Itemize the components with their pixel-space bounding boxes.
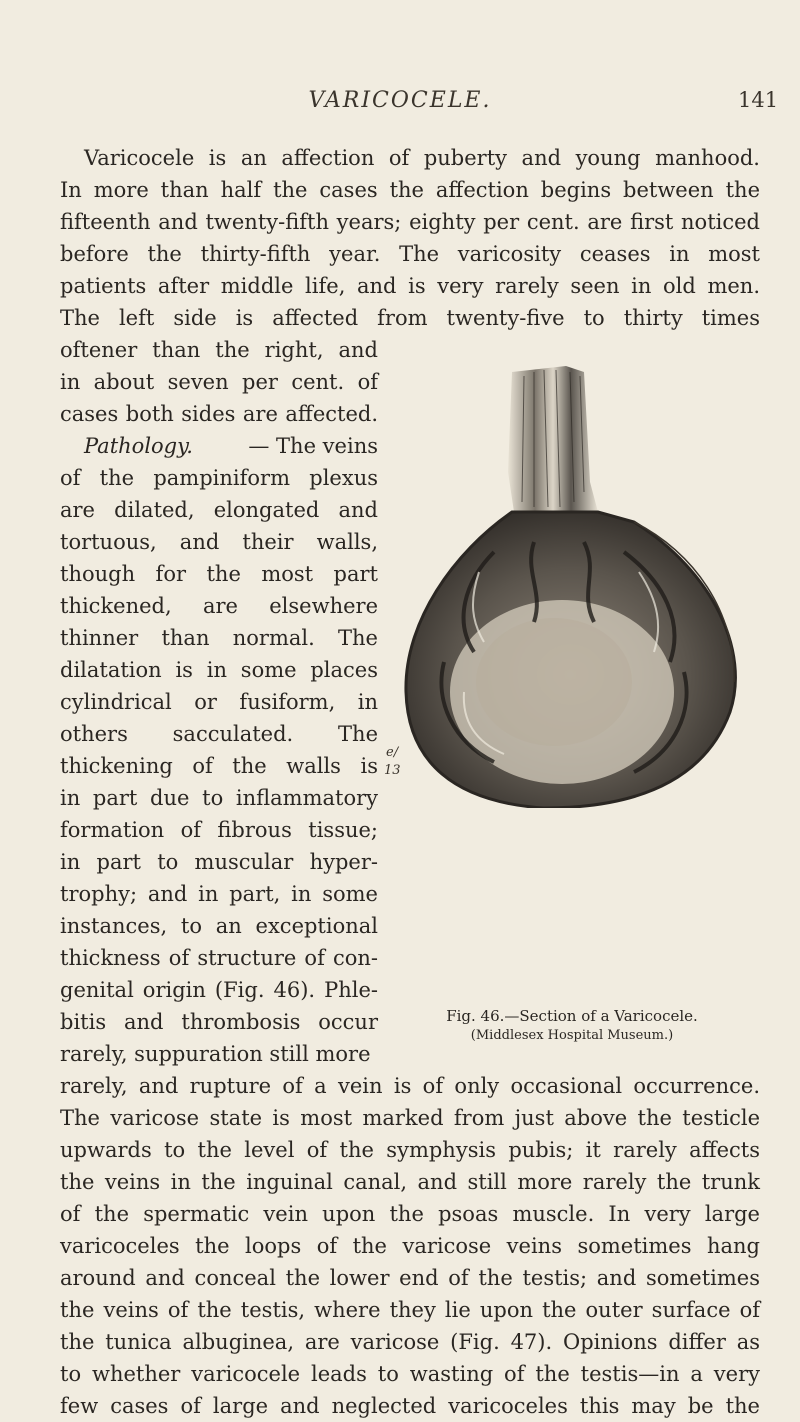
running-header-title: VARICOCELE. [308,88,492,113]
text-line: The varicose state is most marked from just above the testicle [60,1106,760,1130]
page-number: 141 [738,88,779,112]
text-line: the tunica albuginea, are varicose (Fig. 47). Opinions differ as [60,1330,760,1354]
text-line: though for the most part [60,562,378,586]
text-line: genital origin (Fig. 46). Phle- [60,978,378,1002]
text-line: upwards to the level of the symphysis pubis; it rarely affects [60,1138,760,1162]
figure-caption: Fig. 46.—Section of a Varicocele. [446,1007,698,1025]
text-line: cases both sides are affected. [60,402,378,426]
figure-margin-mark: e/ [386,745,399,760]
text-line: cylindrical or fusiform, in [60,690,378,714]
text-line: In more than half the cases the affection begins between the [60,178,760,202]
text-line: varicoceles the loops of the varicose veins sometimes hang [60,1234,760,1258]
text-line: the veins in the inguinal canal, and still more rarely the trunk [60,1170,760,1194]
text-line: fifteenth and twenty-fifth years; eighty per cent. are first noticed [60,210,760,234]
text-line: before the thirty-fifth year. The varicosity ceases in most [60,242,760,266]
text-line: thinner than normal. The [60,626,378,650]
text-line: the veins of the testis, where they lie upon the outer surface of [60,1298,760,1322]
text-line: formation of fibrous tissue; [60,818,378,842]
text-line: Varicocele is an affection of puberty and young manhood. [84,146,760,170]
text-line: bitis and thrombosis occur [60,1010,378,1034]
pathology-heading: Pathology. [84,434,193,458]
figure-margin-mark: 13 [384,763,401,778]
text-line: to whether varicocele leads to wasting of the testis—in a very [60,1362,760,1386]
text-line: few cases of large and neglected varicoceles this may be the [60,1394,760,1418]
text-line: trophy; and in part, in some [60,882,378,906]
text-line: thickened, are elsewhere [60,594,378,618]
text-line: The left side is affected from twenty-five to thirty times [60,306,760,330]
text-line: in part to muscular hyper- [60,850,378,874]
text-line: tortuous, and their walls, [60,530,378,554]
text-line: in about seven per cent. of [60,370,378,394]
text-line: of the pampiniform plexus [60,466,378,490]
text-line [60,430,378,462]
text-line: patients after middle life, and is very rarely seen in old men. [60,274,760,298]
text-line: thickness of structure of con- [60,946,378,970]
text-line: in part due to inflammatory [60,786,378,810]
text-line: dilatation is in some places [60,658,378,682]
text-line: of the spermatic vein upon the psoas muscle. In very large [60,1202,760,1226]
varicocele-section-figure [384,362,750,808]
text-line-rest: — The veins [248,434,378,458]
text-line: instances, to an exceptional [60,914,378,938]
text-line: rarely, suppuration still more [60,1042,371,1066]
text-line: are dilated, elongated and [60,498,378,522]
text-line: oftener than the right, and [60,338,378,362]
text-line: others sacculated. The [60,722,378,746]
figure-caption-source: (Middlesex Hospital Museum.) [470,1028,674,1043]
text-line: thickening of the walls is [60,754,378,778]
text-line: rarely, and rupture of a vein is of only occasional occurrence. [60,1074,760,1098]
text-line: around and conceal the lower end of the testis; and sometimes [60,1266,760,1290]
